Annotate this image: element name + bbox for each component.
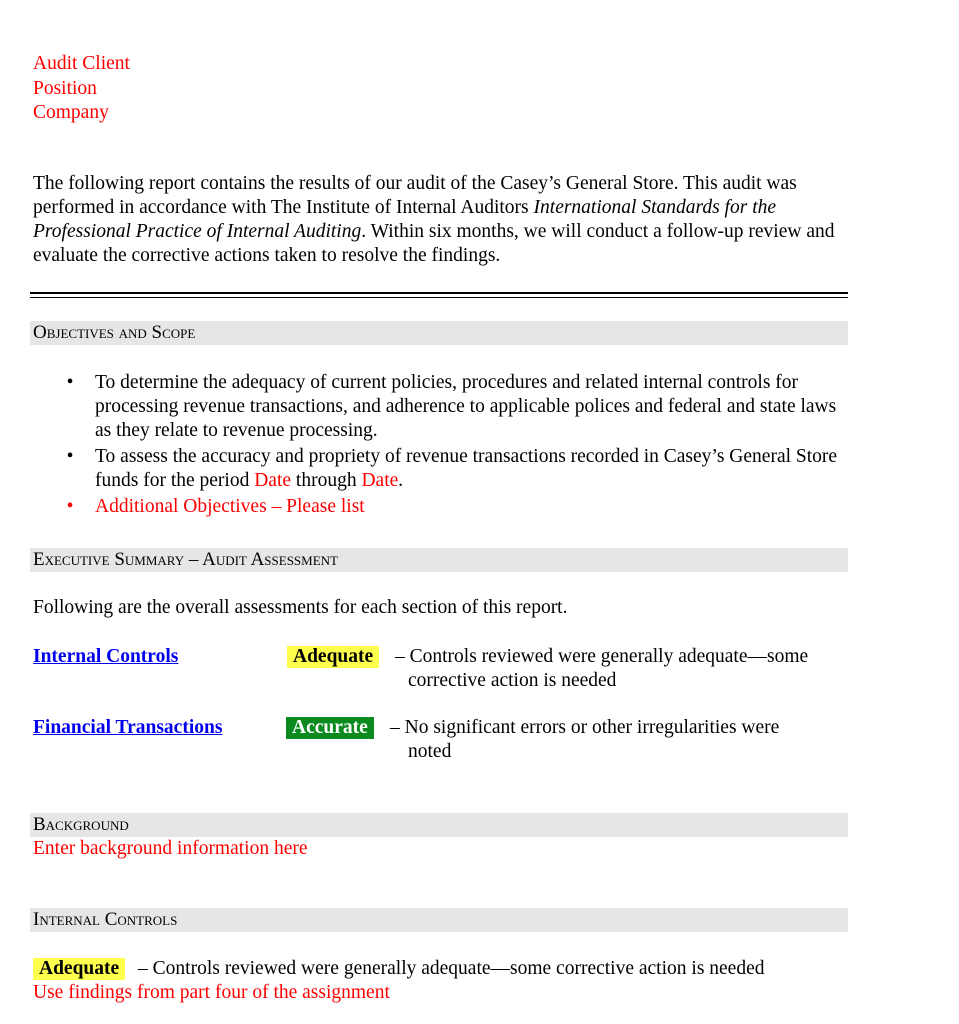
assessment-desc-line1: – No significant errors or other irregularities were <box>390 717 780 738</box>
section-divider <box>30 292 848 298</box>
bullet-icon: • <box>66 496 74 517</box>
accurate-badge: Accurate <box>286 717 374 739</box>
intro-paragraph <box>33 172 848 268</box>
executive-lead: Following are the overall assessments for each section of this report. <box>33 597 568 618</box>
assessment-desc-line2: noted <box>408 741 452 762</box>
assessment-desc-line2: corrective action is needed <box>408 670 617 691</box>
adequate-badge: Adequate <box>33 958 125 980</box>
background-placeholder: Enter background information here <box>33 838 308 859</box>
list-item <box>60 371 850 443</box>
recipient-position: Position <box>33 77 97 99</box>
financial-transactions-link[interactable]: Financial Transactions <box>33 717 223 738</box>
date-placeholder-end: Date <box>361 470 399 491</box>
intro-text: The following report contains the results of our audit of the Casey’s General Store. This audit was performed in accordance with The Institute of Internal Auditors <box>33 173 797 218</box>
adequate-badge: Adequate <box>287 646 379 668</box>
bullet-icon: • <box>66 372 74 393</box>
findings-placeholder: Use findings from part four of the assignment <box>33 982 390 1003</box>
objectives-heading: Objectives and Scope <box>33 322 196 343</box>
list-item <box>60 495 850 519</box>
objective-text: To determine the adequacy of current policies, procedures and related internal controls for processing revenue transactions, and adherence to applicable polices and federal and state laws as they relate to revenue processing. <box>95 372 837 441</box>
section-header-executive-summary <box>30 548 848 572</box>
date-placeholder-start: Date <box>254 470 292 491</box>
objective-text-end: . <box>398 470 404 491</box>
intro-text-end: . Within six months, we will conduct a follow-up review and evaluate the corrective actions taken to resolve the findings. <box>33 221 835 266</box>
section-header-background <box>30 813 848 837</box>
objective-text-mid: through <box>291 470 362 491</box>
recipient-name: Audit Client <box>33 53 130 74</box>
internal-controls-link[interactable]: Internal Controls <box>33 646 179 667</box>
internal-controls-assessment <box>33 957 765 981</box>
section-header-internal-controls <box>30 908 848 932</box>
list-item <box>60 445 850 493</box>
assessment-desc: – Controls reviewed were generally adequate—some corrective action is needed <box>138 958 765 979</box>
bullet-icon: • <box>66 446 74 467</box>
recipient-block <box>33 52 130 126</box>
internal-controls-heading: Internal Controls <box>33 909 178 930</box>
recipient-company: Company <box>33 102 109 123</box>
objective-text: To assess the accuracy and propriety of revenue transactions recorded in Casey’s General Store funds for the period <box>95 446 838 491</box>
objective-placeholder: Additional Objectives – Please list <box>95 496 365 517</box>
executive-heading: Executive Summary – Audit Assessment <box>33 549 338 570</box>
assessment-desc-line1: – Controls reviewed were generally adequate—some <box>395 646 809 667</box>
section-header-objectives <box>30 321 848 345</box>
background-heading: Background <box>33 814 129 835</box>
standard-title: International Standards for the Professional Practice of Internal Auditing <box>33 197 777 242</box>
objectives-list <box>60 371 850 521</box>
